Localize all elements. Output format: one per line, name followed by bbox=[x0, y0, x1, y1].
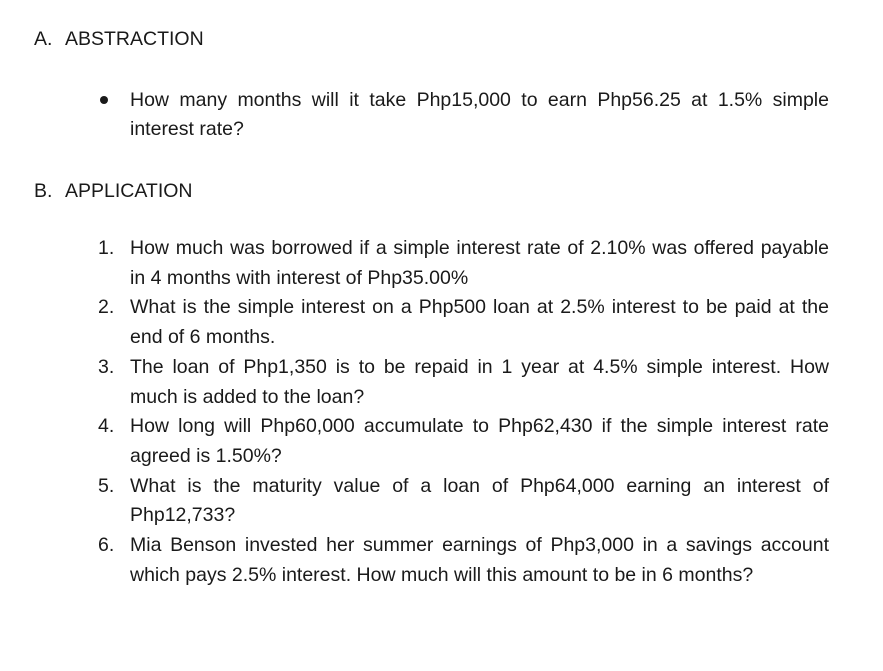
item-text: How much was borrowed if a simple interest rate of 2.10% was offered payable in 4 months with interest of Php35.00% bbox=[130, 237, 829, 289]
section-letter: B. bbox=[34, 180, 53, 202]
bullet-text: How many months will it take Php15,000 to earn Php56.25 at 1.5% simple interest rate? bbox=[130, 89, 829, 140]
section-letter: A. bbox=[34, 28, 53, 50]
list-item bbox=[96, 472, 829, 531]
item-text: How long will Php60,000 accumulate to Php62,430 if the simple interest rate agreed is 1.50%? bbox=[130, 415, 829, 467]
list-item bbox=[96, 531, 829, 590]
item-number: 2. bbox=[98, 296, 115, 319]
list-item bbox=[96, 293, 829, 352]
section-heading-application bbox=[34, 179, 193, 203]
item-text: The loan of Php1,350 is to be repaid in 1 year at 4.5% simple interest. How much is added to the loan? bbox=[130, 355, 829, 408]
item-text: Mia Benson invested her summer earnings of Php3,000 in a savings account which pays 2.5% interest. How much will this amount to be in 6 months? bbox=[130, 534, 829, 586]
item-number: 1. bbox=[98, 237, 115, 259]
item-number: 5. bbox=[98, 474, 115, 497]
item-number: 3. bbox=[98, 355, 115, 378]
application-list bbox=[96, 234, 829, 590]
item-number: 6. bbox=[98, 534, 115, 557]
section-title: APPLICATION bbox=[65, 180, 193, 202]
bullet-item bbox=[96, 86, 829, 144]
item-text: What is the maturity value of a loan of Php64,000 earning an interest of Php12,733? bbox=[130, 474, 829, 527]
item-text: What is the simple interest on a Php500 loan at 2.5% interest to be paid at the end of 6 months. bbox=[130, 296, 829, 349]
bullet-dot-icon bbox=[100, 96, 108, 104]
section-title: ABSTRACTION bbox=[65, 28, 204, 50]
list-item bbox=[96, 412, 829, 471]
list-item bbox=[96, 353, 829, 412]
item-number: 4. bbox=[98, 415, 115, 438]
section-heading-abstraction bbox=[34, 27, 204, 51]
list-item bbox=[96, 234, 829, 293]
